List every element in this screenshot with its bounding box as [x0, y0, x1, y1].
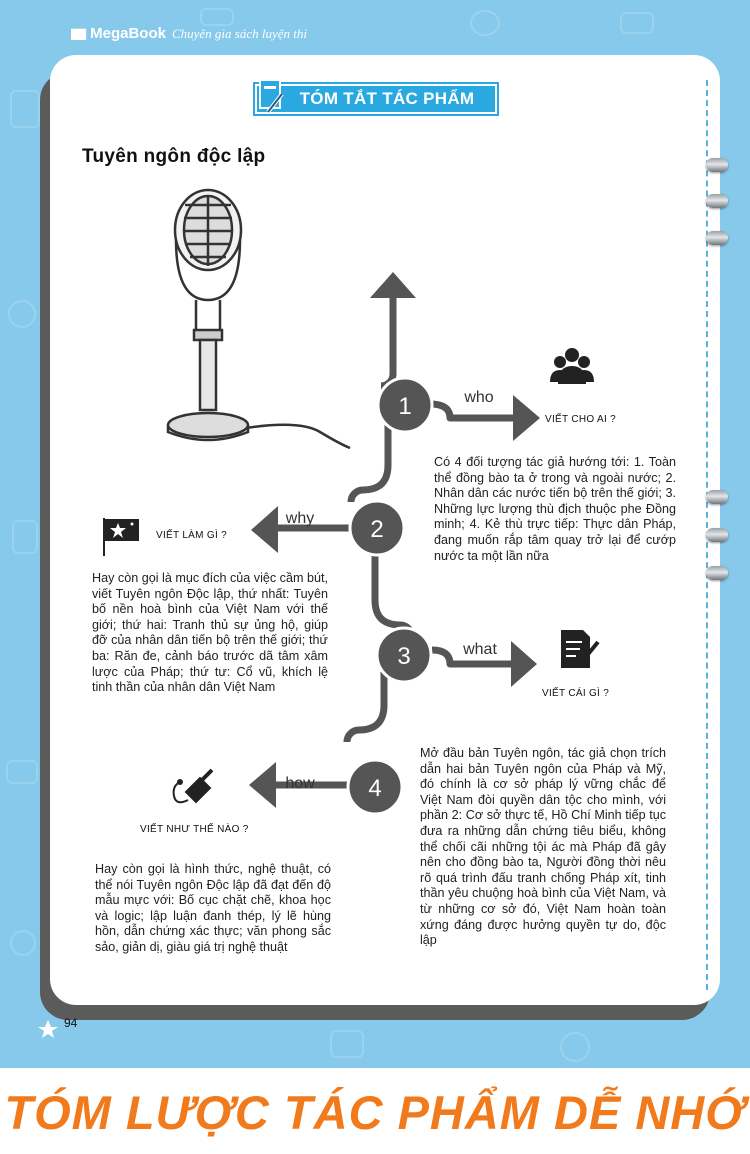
- page-title: Tuyên ngôn độc lập: [82, 146, 266, 167]
- how-description: Hay còn gọi là hình thức, nghệ thuật, có thể nói Tuyên ngôn Độc lập đã đạt đến độ mẫu mực với: Bố cục chặt chẽ, khoa học và logic; lập luận đanh thép, lý lẽ hùng hồn, dẫn chứng xác thực; văn phong sắc sảo, giản dị, giàu giá trị nghệ thuật: [95, 862, 331, 954]
- arrow-right-icon: [513, 395, 540, 441]
- fountain-pen-icon: [174, 770, 212, 802]
- step-number: 2: [370, 516, 384, 543]
- brand-tagline: Chuyên gia sách luyện thi: [171, 25, 307, 41]
- main-path: [351, 417, 388, 502]
- main-path: [381, 295, 393, 386]
- keyword-how: how: [285, 775, 315, 792]
- arrow-up-icon: [370, 272, 416, 298]
- document-pen-icon: [561, 630, 598, 668]
- question-what: VIẾT CÁI GÌ ?: [542, 688, 610, 699]
- arrow-left-icon: [251, 506, 278, 553]
- who-description: Có 4 đối tượng tác giả hướng tới: 1. Toàn thể đồng bào ta ở trong và ngoài nước; 2. Nhân dân các nước tiến bộ trên thế giới; 3. Những lực lượng thù địch thuộc phe Đồng minh; 4. Kẻ thù trực tiếp: Thực dân Pháp, đang muốn rắp tâm quay trở lại để cướp nước ta một lần nữa: [434, 455, 676, 563]
- step-number: 4: [368, 775, 382, 802]
- page-number: 94: [64, 1016, 78, 1030]
- who-branch: [430, 404, 515, 418]
- arrow-right-icon: [511, 641, 537, 687]
- step-number: 3: [397, 643, 411, 670]
- keyword-what: what: [463, 641, 497, 658]
- flag-icon: [104, 518, 139, 556]
- keyword-why: why: [285, 510, 315, 527]
- arrow-left-icon: [249, 762, 276, 808]
- footer-banner: TÓM LƯỢC TÁC PHẨM DỄ NHỚ: [4, 1086, 746, 1139]
- logo-mark-icon: ▮▮▮: [70, 25, 85, 41]
- question-how: VIẾT NHƯ THẾ NÀO ?: [140, 824, 249, 835]
- ribbon-label: TÓM TẮT TÁC PHẨM: [299, 89, 475, 108]
- question-why: VIẾT LÀM GÌ ?: [156, 530, 227, 541]
- main-path: [347, 672, 384, 742]
- question-who: VIẾT CHO AI ?: [545, 414, 616, 425]
- what-description: Mở đầu bản Tuyên ngôn, tác giả chọn trích dẫn hai bản Tuyên ngôn của Pháp và Mỹ, đó chính là cơ sở pháp lý vững chắc để Việt Nam đòi quyền dân tộc cho mình, với phần 2: Cơ sở thực tế, Hồ Chí Minh tiếp tục đưa ra những dẫn chứng tiêu biểu, không thể chối cãi những tội ác mà Pháp đã gây nên cho đồng bào ta, Người đồng thời nêu rõ quá trình đấu tranh chống Pháp xít, tinh thần yêu chuộng hoà bình của Việt Nam, và từ những cơ sở đó, Việt Nam hoàn toàn xứng đáng được hưởng quyền tự do, độc lập: [420, 746, 666, 948]
- group-people-icon: [550, 348, 594, 384]
- brand-name: MegaBook: [90, 25, 166, 42]
- star-sparkle-icon: [38, 1020, 58, 1038]
- step-number: 1: [398, 393, 412, 420]
- why-description: Hay còn gọi là mục đích của việc cầm bút, viết Tuyên ngôn Độc lập, thứ nhất: Tuyên bố nền hoà bình của Việt Nam với thế giới; thứ hai: Tranh thủ sự ủng hộ, giúp đỡ của nhân dân tiến bộ trên thế giới; thứ ba: Răn đe, cảnh báo trước dã tâm xâm lược của Pháp; thứ tư: Cổ vũ, khích lệ tinh thần của nhân dân Việt Nam: [92, 571, 328, 695]
- keyword-who: who: [464, 389, 494, 406]
- microphone-icon: [168, 190, 350, 448]
